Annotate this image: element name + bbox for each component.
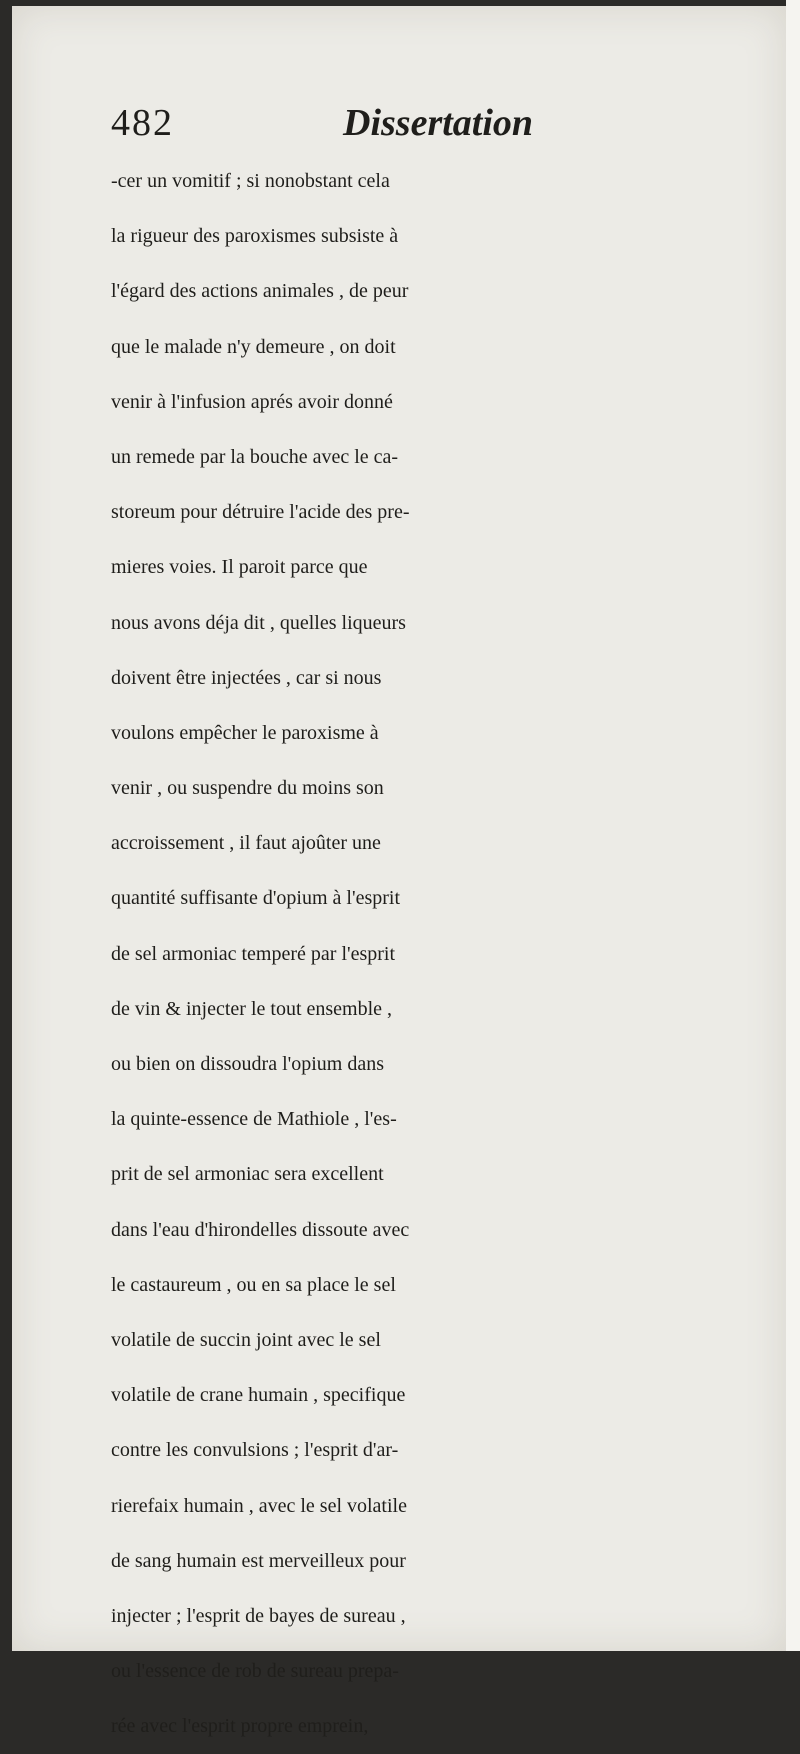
text-line: de sang humain est merveilleux pour [111, 1549, 406, 1572]
text-line: accroissement , il faut ajoûter une [111, 832, 381, 855]
text-line: la rigueur des paroxismes subsiste à [111, 225, 399, 248]
text-line: quantité suffisante d'opium à l'esprit [111, 887, 401, 910]
page-header [111, 92, 797, 154]
text-lines [111, 154, 797, 1754]
text-line: voulons empêcher le paroxisme à [111, 721, 379, 744]
text-line: venir à l'infusion aprés avoir donné [111, 390, 393, 413]
text-line: doivent être injectées , car si nous [111, 666, 382, 689]
text-line: que le malade n'y demeure , on doit [111, 335, 396, 358]
text-line: rée avec l'esprit propre emprein, [111, 1715, 369, 1738]
text-line: venir , ou suspendre du moins son [111, 777, 384, 800]
text-line: injecter ; l'esprit de bayes de sureau , [111, 1604, 406, 1627]
text-line: ou l'essence de rob de sureau prepa- [111, 1660, 399, 1683]
text-line: de sel armoniac temperé par l'esprit [111, 942, 396, 965]
text-line: ou bien on dissoudra l'opium dans [111, 1053, 385, 1075]
text-line: rierefaix humain , avec le sel volatile [111, 1494, 407, 1517]
text-line: volatile de succin joint avec le sel [111, 1328, 381, 1351]
text-line: de vin & injecter le tout ensemble , [111, 997, 393, 1020]
running-title: Dissertation [343, 102, 534, 144]
text-line: volatile de crane humain , specifique [111, 1384, 406, 1407]
text-line: la quinte-essence de Mathiole , l'es- [111, 1108, 397, 1131]
text-line: dans l'eau d'hirondelles dissoute avec [111, 1218, 410, 1241]
text-line: l'égard des actions animales , de peur [111, 280, 409, 303]
text-line: prit de sel armoniac sera excellent [111, 1163, 384, 1186]
text-line: mieres voies. Il paroit parce que [111, 556, 368, 579]
text-line: contre les convulsions ; l'esprit d'ar- [111, 1439, 399, 1462]
text-line: le castaureum , ou en sa place le sel [111, 1273, 396, 1296]
text-line: nous avons déja dit , quelles liqueurs [111, 611, 406, 634]
text-line: un remede par la bouche avec le ca- [111, 445, 399, 468]
text-line: storeum pour détruire l'acide des pre- [111, 501, 410, 524]
page-text [111, 92, 797, 1754]
page-number: 482 [111, 102, 174, 144]
text-line: -cer un vomitif ; si nonobstant cela [111, 170, 390, 192]
